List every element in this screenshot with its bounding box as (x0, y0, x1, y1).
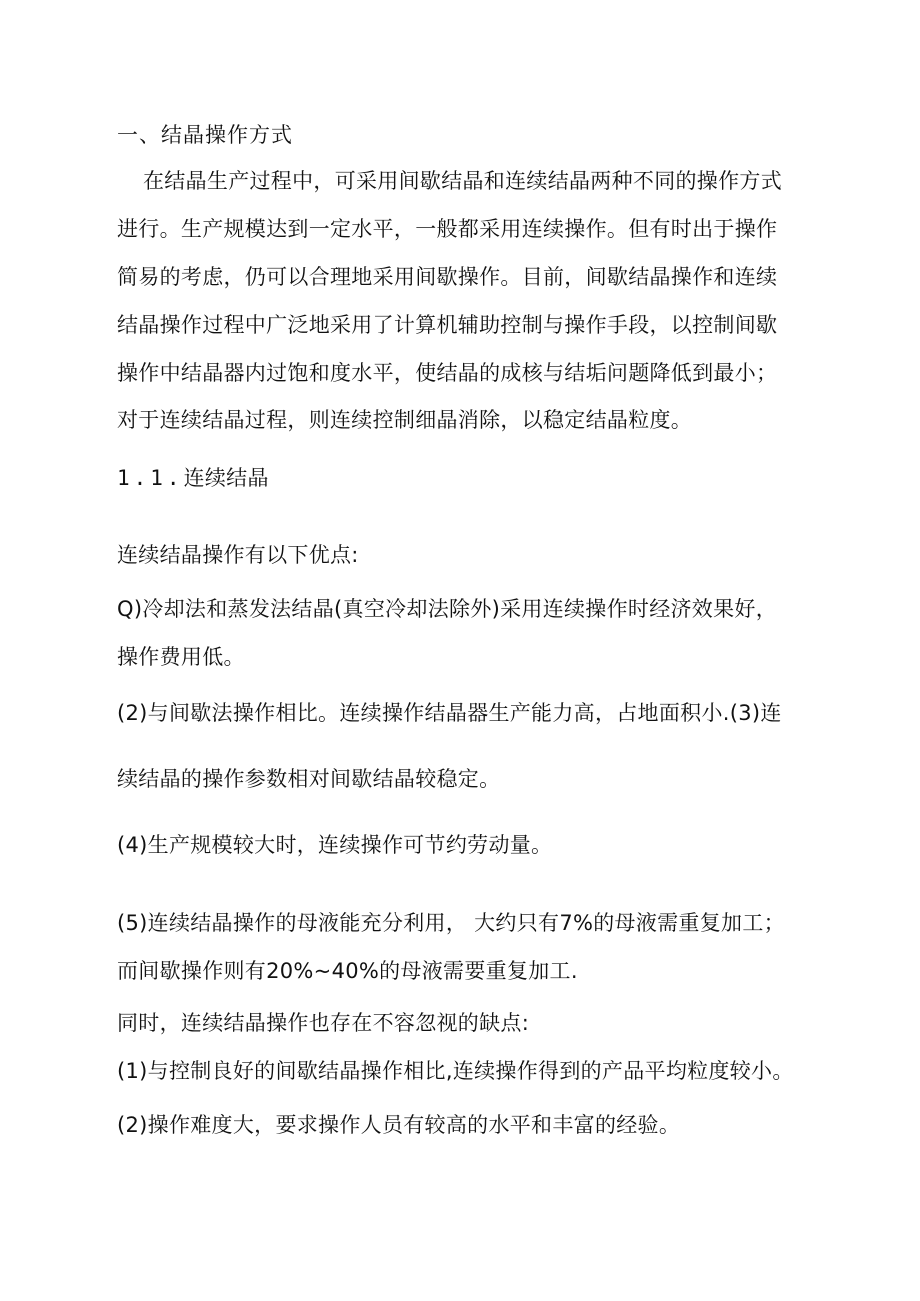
advantage-item-1-line: Q)冷却法和蒸发法结晶(真空冷却法除外)采用连续操作时经济效果好， (117, 597, 778, 621)
advantage-item-4: (4)生产规模较大时，连续操作可节约劳动量。 (117, 833, 553, 857)
advantage-item-2-line: 续结晶的操作参数相对间歇结晶较稳定。 (117, 767, 501, 791)
intro-paragraph-line: 结晶操作过程中广泛地采用了计算机辅助控制与操作手段，以控制间歇 (117, 313, 778, 337)
intro-paragraph-line: 简易的考虑，仍可以合理地采用间歇操作。目前，间歇结晶操作和连续 (117, 265, 778, 289)
intro-paragraph-line: 进行。生产规模达到一定水平，一般都采用连续操作。但有时出于操作 (117, 217, 778, 241)
disadvantage-item-1: (1)与控制良好的间歇结晶操作相比,连续操作得到的产品平均粒度较小。 (117, 1059, 794, 1083)
disadvantages-title: 同时，连续结晶操作也存在不容忽视的缺点: (117, 1011, 530, 1035)
subsection-title: 连续结晶 (183, 466, 269, 490)
intro-paragraph-line: 操作中结晶器内过饱和度水平，使结晶的成核与结垢问题降低到最小； (117, 361, 778, 385)
advantage-item-5-line: (5)连续结晶操作的母液能充分利用， 大约只有7%的母液需重复加工； (117, 911, 785, 935)
section-heading: 一、结晶操作方式 (117, 123, 293, 147)
advantage-item-2-line: (2)与间歇法操作相比。连续操作结晶器生产能力高，占地面积小.(3)连 (117, 701, 782, 725)
intro-paragraph-line: 对于连续结晶过程，则连续控制细晶消除，以稳定结晶粒度。 (117, 408, 693, 432)
advantage-item-1-line: 操作费用低。 (117, 645, 245, 669)
subsection-number: 1.1. (117, 466, 184, 490)
advantage-item-5-line: 而间歇操作则有20%~40%的母液需要重复加工. (117, 959, 578, 983)
subsection-heading (117, 463, 269, 493)
intro-paragraph-line: 在结晶生产过程中，可采用间歇结晶和连续结晶两种不同的操作方式 (143, 169, 782, 193)
disadvantage-item-2: (2)操作难度大，要求操作人员有较高的水平和丰富的经验。 (117, 1113, 681, 1137)
advantages-title: 连续结晶操作有以下优点: (117, 543, 359, 567)
